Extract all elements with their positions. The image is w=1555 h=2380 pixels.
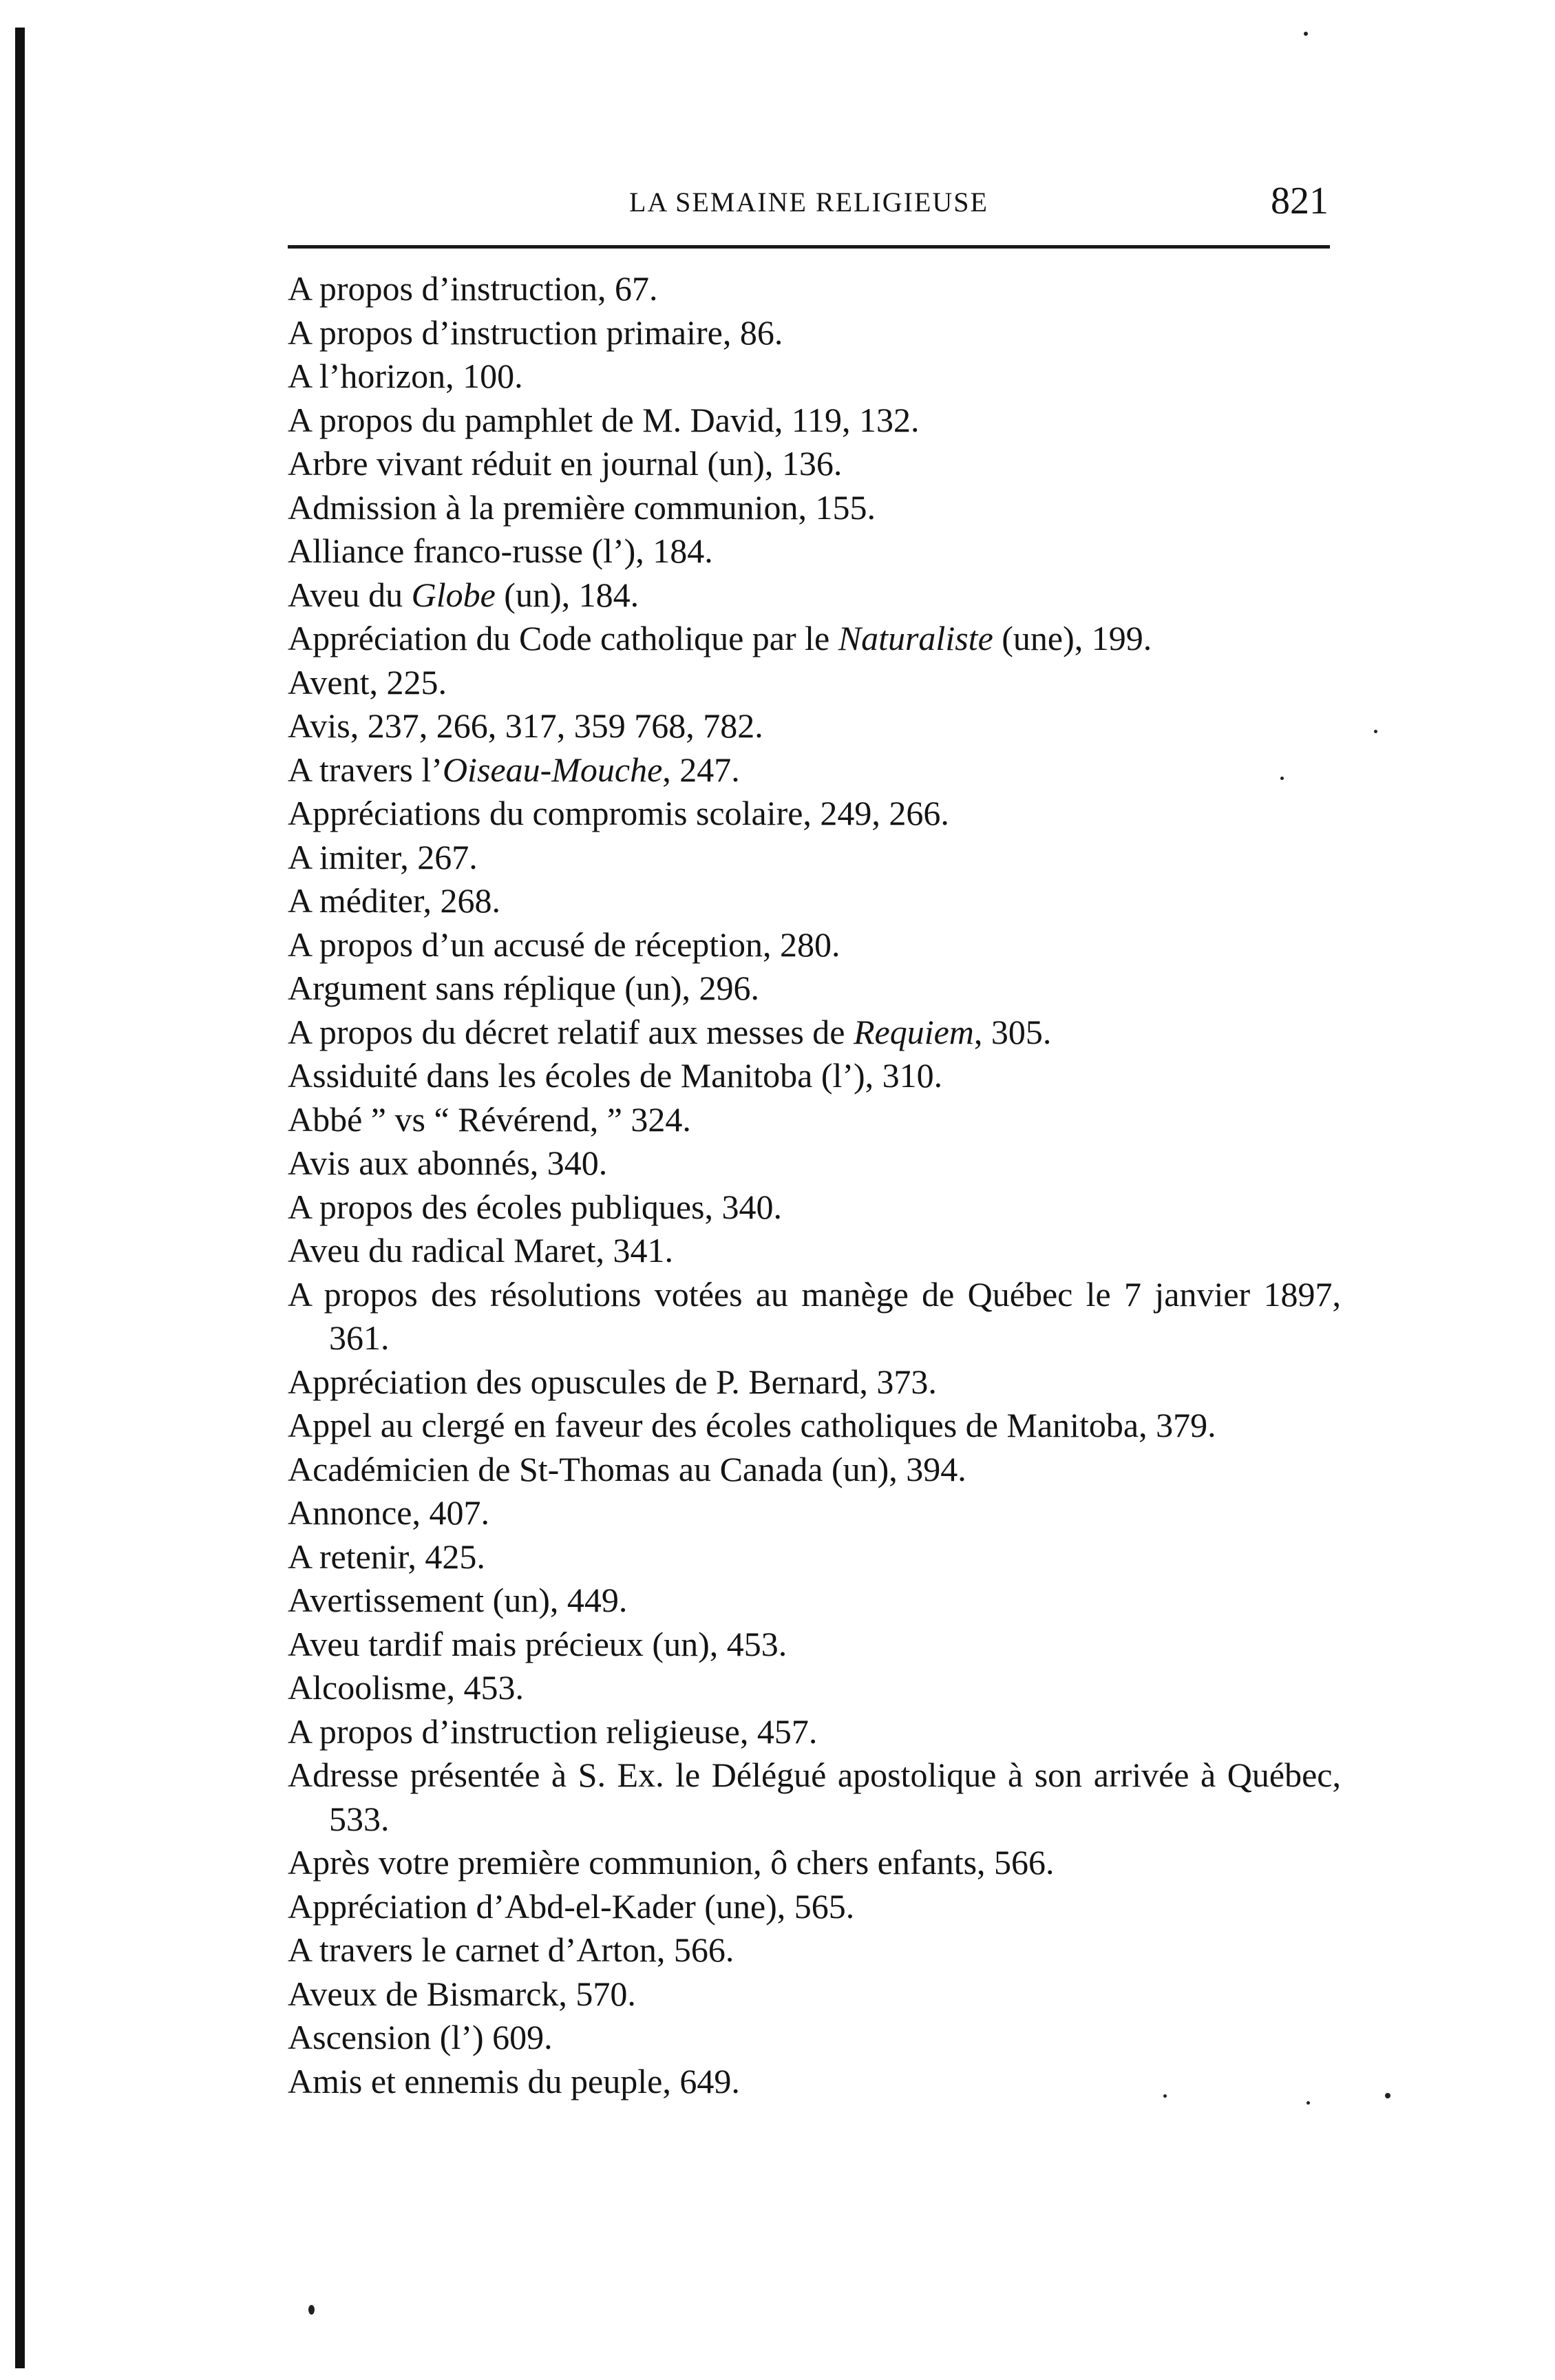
running-title: LA SEMAINE RELIGIEUSE [629,187,988,218]
index-entry-text: Aveu du [288,575,412,614]
index-entry-text: (un), 184. [495,575,639,614]
index-entry-text: Académicien de St-Thomas au Canada (un), 394. [288,1449,966,1488]
index-entry-text: Après votre première communion, ô chers enfants, 566. [288,1843,1055,1882]
index-entry-text: A propos du pamphlet de M. David, 119, 132. [288,400,920,439]
scan-speck [1304,32,1308,36]
index-entry-text: Ascension (l’) 609. [288,2018,553,2056]
index-entry-text: A imiter, 267. [288,837,478,876]
index-entry [288,1360,1341,1404]
index-entry-text: A propos d’instruction primaire, 86. [288,313,783,352]
index-entry-text: Alcoolisme, 453. [288,1668,525,1707]
index-entry [288,1579,1341,1623]
index-entry [288,1972,1341,2016]
index-entry-text: Assiduité dans les écoles de Manitoba (l’), 310. [288,1056,943,1095]
index-entry-text: Admission à la première communion, 155. [288,487,876,527]
index-entry [288,1054,1341,1098]
index-entry-text: Appréciation du Code catholique par le [288,619,838,657]
scan-speck [1374,730,1377,733]
index-entry-text: Argument sans réplique (un), 296. [288,969,760,1007]
index-entry [288,311,1341,355]
index-entry [288,1098,1341,1142]
index-entry-text: A travers l’ [288,750,443,789]
index-entry-text: A propos d’un accusé de réception, 280. [288,925,840,964]
index-entry-text: Aveu du radical Maret, 341. [288,1231,673,1270]
index-entry-text: A retenir, 425. [288,1537,485,1576]
index-entry [288,879,1341,923]
index-entry-text: A propos du décret relatif aux messes de [288,1012,854,1051]
index-entry [288,2016,1341,2060]
index-entry [288,1186,1341,1230]
index-entry [288,748,1341,792]
index-entry-text: Aveu tardif mais précieux (un), 453. [288,1624,787,1663]
index-entry-text: Aveux de Bismarck, 570. [288,1974,636,2013]
index-entry-text: A propos d’instruction, 67. [288,269,658,308]
header-rule [288,245,1330,249]
index-entry [288,573,1341,618]
index-entry-text: Arbre vivant réduit en journal (un), 136. [288,444,843,483]
index-entry [288,1229,1341,1273]
index-entry [288,1754,1341,1841]
index-entry [288,1535,1341,1579]
index-entry-text: Avis, 237, 266, 317, 359 768, 782. [288,706,763,745]
index-entry [288,1141,1341,1186]
index-entry [288,2060,1341,2104]
index-entry [288,792,1341,836]
index-entry [288,617,1341,661]
scan-speck [308,2305,315,2315]
index-entry-text: Abbé ” vs “ Révérend, ” 324. [288,1099,691,1139]
index-entry [288,923,1341,967]
index-entry [288,529,1341,573]
index-entry [288,1623,1341,1667]
index-entry-text: (une), 199. [993,619,1152,657]
index-entry-italic-title: Requiem [853,1012,974,1051]
index-entry-text: Appel au clergé en faveur des écoles catholiques de Manitoba, 379. [288,1406,1216,1444]
index-entry-text: Avis aux abonnés, 340. [288,1144,608,1182]
index-entry-text: Appréciation d’Abd-el-Kader (une), 565. [288,1886,855,1926]
index-entry-italic-title: Oiseau-Mouche [442,750,663,789]
index-entry [288,267,1341,311]
index-entry [288,355,1341,399]
index-entry [288,1928,1341,1972]
index-entry-text: , 305. [973,1012,1052,1051]
index-entry-text: Alliance franco-russe (l’), 184. [288,531,713,570]
index-entry-text: A travers le carnet d’Arton, 566. [288,1930,734,1969]
index-entry [288,967,1341,1011]
index-entry-text: A propos des résolutions votées au manège de Québec le 7 janvier 1897, 361. [288,1274,1341,1357]
index-entry [288,1491,1341,1535]
scan-speck [1163,2094,1167,2098]
page-number: 821 [1271,180,1329,222]
index-entry [288,836,1341,880]
index-entry [288,1841,1341,1885]
index-entry [288,1448,1341,1492]
scan-speck [1280,777,1284,780]
index-entry-list [288,267,1341,2103]
index-entry-text: Annonce, 407. [288,1493,489,1532]
index-entry [288,1710,1341,1754]
index-entry-text: A l’horizon, 100. [288,357,523,395]
index-entry-text: A méditer, 268. [288,881,501,920]
index-entry [288,1273,1341,1360]
index-entry [288,661,1341,705]
index-entry-text: , 247. [662,750,740,789]
index-entry-text: Amis et ennemis du peuple, 649. [288,2061,740,2100]
page-header [289,179,1329,241]
scan-speck [1307,2101,1310,2105]
index-entry [288,1404,1341,1448]
index-entry [288,486,1341,530]
index-entry [288,442,1341,486]
index-entry-text: A propos d’instruction religieuse, 457. [288,1712,818,1751]
scan-speck [1385,2093,1390,2098]
index-entry-italic-title: Naturaliste [838,619,993,657]
index-entry-text: Adresse présentée à S. Ex. le Délégué apostolique à son arrivée à Québec, 533. [288,1756,1341,1838]
index-entry-italic-title: Globe [411,575,496,614]
index-entry [288,1011,1341,1055]
index-entry [288,704,1341,748]
index-entry-text: Appréciations du compromis scolaire, 249, 266. [288,794,949,832]
index-entry [288,1666,1341,1710]
index-entry-text: Avent, 225. [288,662,447,702]
index-entry-text: Appréciation des opuscules de P. Bernard, 373. [288,1362,937,1401]
binding-edge [15,28,25,2368]
index-entry [288,1885,1341,1929]
index-entry-text: A propos des écoles publiques, 340. [288,1187,782,1226]
index-entry-text: Avertissement (un), 449. [288,1581,628,1619]
index-entry [288,399,1341,443]
